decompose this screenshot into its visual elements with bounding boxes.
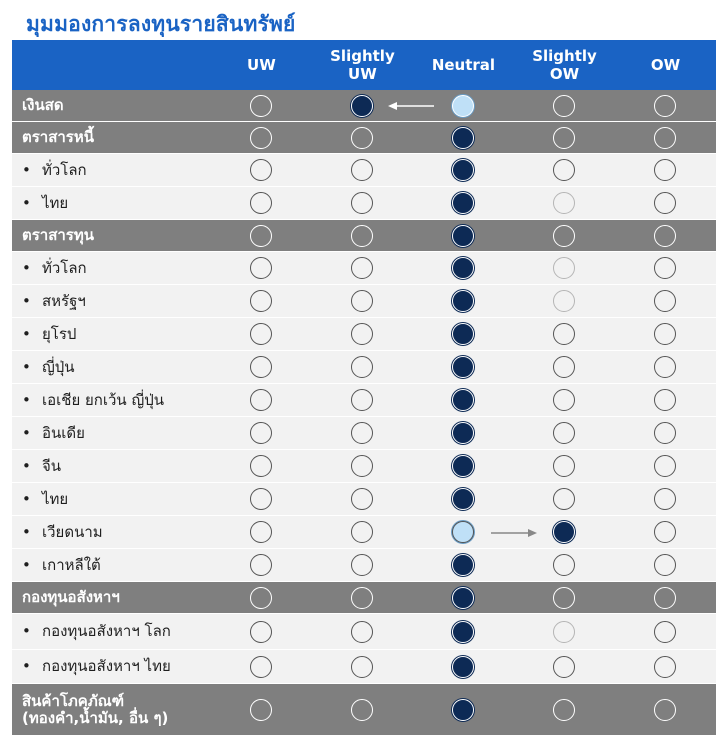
row-label: [12, 326, 211, 343]
cell-ow: [615, 417, 716, 449]
empty-circle-icon: [250, 225, 272, 247]
table-row: [12, 285, 716, 318]
cell-slightly-uw: [312, 122, 413, 153]
empty-circle-icon: [250, 389, 272, 411]
cell-uw: [211, 122, 312, 153]
empty-circle-icon: [351, 521, 373, 543]
empty-circle-icon: [654, 225, 676, 247]
row-label: [12, 491, 211, 508]
row-label: [12, 227, 211, 244]
bullet-icon: •: [22, 423, 31, 442]
cell-ow: [615, 450, 716, 482]
empty-circle-icon: [654, 488, 676, 510]
cell-ow: [615, 483, 716, 515]
current-position-dot-icon: [452, 192, 474, 214]
cell-slightly-ow: [514, 450, 615, 482]
arrow-left-icon: [388, 100, 438, 112]
row-label: [12, 524, 211, 541]
empty-circle-icon: [553, 621, 575, 643]
cell-ow: [615, 351, 716, 383]
empty-circle-icon: [351, 422, 373, 444]
cell-ow: [615, 582, 716, 613]
cell-ow: [615, 516, 716, 548]
cell-ow: [615, 252, 716, 284]
row-label-text: ญี่ปุ่น: [42, 357, 75, 376]
current-position-dot-icon: [452, 488, 474, 510]
empty-circle-icon: [250, 323, 272, 345]
cell-uw: [211, 614, 312, 649]
cell-ow: [615, 285, 716, 317]
empty-circle-icon: [351, 356, 373, 378]
cell-slightly-ow: [514, 252, 615, 284]
cell-neutral: [413, 285, 514, 317]
cell-uw: [211, 285, 312, 317]
cell-slightly-ow: [514, 187, 615, 219]
empty-circle-icon: [553, 389, 575, 411]
table-row: [12, 650, 716, 684]
row-label: [12, 623, 211, 640]
table-row: [12, 417, 716, 450]
empty-circle-icon: [553, 192, 575, 214]
row-label-text: กองทุนอสังหาฯ ไทย: [42, 657, 171, 675]
current-position-dot-icon: [452, 225, 474, 247]
empty-circle-icon: [250, 356, 272, 378]
cell-slightly-ow: [514, 483, 615, 515]
empty-circle-icon: [654, 323, 676, 345]
empty-circle-icon: [351, 389, 373, 411]
cell-ow: [615, 684, 716, 735]
empty-circle-icon: [654, 422, 676, 444]
cell-slightly-uw: [312, 285, 413, 317]
empty-circle-icon: [654, 192, 676, 214]
empty-circle-icon: [351, 455, 373, 477]
row-label: [12, 359, 211, 376]
row-label: [12, 693, 211, 727]
cell-uw: [211, 516, 312, 548]
empty-circle-icon: [553, 323, 575, 345]
bullet-icon: •: [22, 657, 31, 675]
bullet-icon: •: [22, 555, 31, 574]
cell-ow: [615, 650, 716, 683]
empty-circle-icon: [250, 95, 272, 117]
empty-circle-icon: [351, 257, 373, 279]
empty-circle-icon: [553, 127, 575, 149]
cell-neutral: [413, 187, 514, 219]
bullet-icon: •: [22, 160, 31, 179]
cell-neutral: [413, 450, 514, 482]
cell-neutral: [413, 384, 514, 416]
empty-circle-icon: [351, 699, 373, 721]
empty-circle-icon: [250, 699, 272, 721]
empty-circle-icon: [351, 127, 373, 149]
cell-neutral: [413, 220, 514, 251]
cell-uw: [211, 90, 312, 121]
cell-slightly-ow: [514, 154, 615, 186]
row-label-text: ตราสารหนี้: [22, 128, 94, 146]
current-position-dot-icon: [452, 554, 474, 576]
cell-slightly-uw: [312, 483, 413, 515]
page-title: มุมมองการลงทุนรายสินทรัพย์: [26, 12, 296, 36]
cell-ow: [615, 549, 716, 581]
cell-slightly-ow: [514, 122, 615, 153]
empty-circle-icon: [553, 225, 575, 247]
table-body: [12, 90, 716, 736]
col-head-slightly-ow: Slightly OW: [532, 47, 597, 83]
row-label-text: อินเดีย: [42, 423, 85, 442]
col-head-ow: OW: [650, 56, 681, 74]
empty-circle-icon: [654, 656, 676, 678]
category-row: [12, 582, 716, 614]
empty-circle-icon: [250, 488, 272, 510]
current-position-dot-icon: [452, 621, 474, 643]
row-label: [12, 658, 211, 675]
cell-slightly-ow: [514, 650, 615, 683]
cell-neutral: [413, 417, 514, 449]
current-position-dot-icon: [452, 159, 474, 181]
table-row: [12, 384, 716, 417]
row-label-text: ไทย: [42, 489, 69, 508]
empty-circle-icon: [654, 554, 676, 576]
row-label-text: ทั่วโลก: [42, 160, 87, 179]
empty-circle-icon: [250, 554, 272, 576]
cell-neutral: [413, 252, 514, 284]
current-position-dot-icon: [452, 356, 474, 378]
cell-neutral: [413, 154, 514, 186]
table-row: [12, 450, 716, 483]
current-position-dot-icon: [452, 422, 474, 444]
category-row: [12, 684, 716, 736]
empty-circle-icon: [250, 521, 272, 543]
current-position-dot-icon: [452, 455, 474, 477]
row-label-text: เวียดนาม: [42, 522, 103, 541]
bullet-icon: •: [22, 258, 31, 277]
cell-slightly-ow: [514, 351, 615, 383]
bullet-icon: •: [22, 193, 31, 212]
current-position-dot-icon: [452, 257, 474, 279]
empty-circle-icon: [250, 656, 272, 678]
cell-slightly-ow: [514, 318, 615, 350]
cell-ow: [615, 122, 716, 153]
empty-circle-icon: [553, 290, 575, 312]
cell-slightly-ow: [514, 417, 615, 449]
bullet-icon: •: [22, 390, 31, 409]
cell-slightly-uw: [312, 650, 413, 683]
empty-circle-icon: [250, 159, 272, 181]
cell-ow: [615, 220, 716, 251]
empty-circle-icon: [351, 290, 373, 312]
cell-neutral: [413, 483, 514, 515]
cell-ow: [615, 154, 716, 186]
cell-slightly-uw: [312, 614, 413, 649]
empty-circle-icon: [553, 356, 575, 378]
cell-slightly-ow: [514, 220, 615, 251]
empty-circle-icon: [250, 192, 272, 214]
bullet-icon: •: [22, 522, 31, 541]
cell-uw: [211, 154, 312, 186]
row-label: [12, 162, 211, 179]
previous-position-dot-icon: [452, 95, 474, 117]
cell-slightly-ow: [514, 582, 615, 613]
row-label-text: กองทุนอสังหาฯ: [22, 588, 120, 606]
cell-uw: [211, 483, 312, 515]
empty-circle-icon: [553, 257, 575, 279]
row-label: [12, 97, 211, 114]
row-label-text: จีน: [42, 456, 62, 475]
cell-neutral: [413, 122, 514, 153]
bullet-icon: •: [22, 456, 31, 475]
cell-slightly-uw: [312, 252, 413, 284]
row-label-text: เกาหลีใต้: [42, 555, 101, 574]
cell-slightly-ow: [514, 549, 615, 581]
empty-circle-icon: [654, 257, 676, 279]
row-label-text: ตราสารทุน: [22, 226, 94, 244]
empty-circle-icon: [250, 257, 272, 279]
cell-uw: [211, 252, 312, 284]
current-position-dot-icon: [452, 699, 474, 721]
empty-circle-icon: [250, 422, 272, 444]
cell-slightly-ow: [514, 684, 615, 735]
empty-circle-icon: [553, 159, 575, 181]
cell-uw: [211, 417, 312, 449]
cell-slightly-uw: [312, 154, 413, 186]
empty-circle-icon: [654, 587, 676, 609]
cell-neutral: [413, 650, 514, 683]
empty-circle-icon: [553, 656, 575, 678]
table-row: [12, 351, 716, 384]
cell-slightly-ow: [514, 90, 615, 121]
cell-uw: [211, 450, 312, 482]
empty-circle-icon: [351, 225, 373, 247]
row-label: [12, 557, 211, 574]
empty-circle-icon: [553, 699, 575, 721]
current-position-dot-icon: [553, 521, 575, 543]
arrow-right-icon: [489, 527, 539, 539]
cell-slightly-ow: [514, 614, 615, 649]
row-label-text: สินค้าโภคภัณฑ์ (ทองคำ,น้ำมัน, อื่น ๆ): [22, 691, 169, 727]
empty-circle-icon: [250, 290, 272, 312]
cell-neutral: [413, 318, 514, 350]
bullet-icon: •: [22, 489, 31, 508]
cell-slightly-uw: [312, 187, 413, 219]
empty-circle-icon: [654, 290, 676, 312]
row-label-text: เอเชีย ยกเว้น ญี่ปุ่น: [42, 390, 164, 409]
cell-slightly-uw: [312, 582, 413, 613]
cell-slightly-uw: [312, 220, 413, 251]
empty-circle-icon: [654, 95, 676, 117]
cell-uw: [211, 384, 312, 416]
cell-neutral: [413, 549, 514, 581]
cell-slightly-uw: [312, 549, 413, 581]
row-label: [12, 260, 211, 277]
empty-circle-icon: [654, 127, 676, 149]
row-label-text: ยุโรป: [42, 324, 77, 343]
empty-circle-icon: [250, 621, 272, 643]
empty-circle-icon: [553, 554, 575, 576]
cell-ow: [615, 614, 716, 649]
category-row: [12, 122, 716, 154]
empty-circle-icon: [250, 127, 272, 149]
cell-slightly-uw: [312, 684, 413, 735]
cell-neutral: [413, 614, 514, 649]
empty-circle-icon: [351, 488, 373, 510]
table-row: [12, 516, 716, 549]
row-label: [12, 425, 211, 442]
current-position-dot-icon: [452, 656, 474, 678]
col-head-slightly-uw: Slightly UW: [330, 47, 395, 83]
row-label-text: เงินสด: [22, 96, 64, 114]
category-row: [12, 90, 716, 122]
table-row: [12, 549, 716, 582]
bullet-icon: •: [22, 324, 31, 343]
empty-circle-icon: [553, 422, 575, 444]
empty-circle-icon: [351, 159, 373, 181]
empty-circle-icon: [351, 587, 373, 609]
current-position-dot-icon: [452, 323, 474, 345]
cell-neutral: [413, 582, 514, 613]
row-label-text: สหรัฐฯ: [42, 291, 86, 310]
category-row: [12, 220, 716, 252]
row-label: [12, 129, 211, 146]
empty-circle-icon: [553, 95, 575, 117]
empty-circle-icon: [351, 656, 373, 678]
previous-position-dot-icon: [452, 521, 474, 543]
row-label-text: ไทย: [42, 193, 69, 212]
cell-ow: [615, 90, 716, 121]
current-position-dot-icon: [452, 587, 474, 609]
cell-uw: [211, 220, 312, 251]
empty-circle-icon: [654, 356, 676, 378]
cell-uw: [211, 351, 312, 383]
row-label: [12, 195, 211, 212]
cell-uw: [211, 549, 312, 581]
cell-slightly-uw: [312, 450, 413, 482]
current-position-dot-icon: [452, 389, 474, 411]
cell-slightly-uw: [312, 516, 413, 548]
bullet-icon: •: [22, 291, 31, 310]
table-row: [12, 318, 716, 351]
table-row: [12, 483, 716, 516]
empty-circle-icon: [553, 587, 575, 609]
empty-circle-icon: [654, 389, 676, 411]
col-head-neutral: Neutral: [431, 56, 496, 74]
cell-ow: [615, 318, 716, 350]
cell-uw: [211, 582, 312, 613]
row-label: [12, 392, 211, 409]
cell-slightly-ow: [514, 285, 615, 317]
cell-ow: [615, 187, 716, 219]
table-header: [12, 40, 716, 90]
cell-ow: [615, 384, 716, 416]
current-position-dot-icon: [351, 95, 373, 117]
table-row: [12, 187, 716, 220]
empty-circle-icon: [654, 699, 676, 721]
empty-circle-icon: [654, 159, 676, 181]
cell-slightly-uw: [312, 417, 413, 449]
col-head-uw: UW: [247, 56, 276, 74]
cell-neutral: [413, 684, 514, 735]
empty-circle-icon: [250, 455, 272, 477]
row-label: [12, 458, 211, 475]
empty-circle-icon: [553, 488, 575, 510]
table-row: [12, 154, 716, 187]
row-label: [12, 589, 211, 606]
empty-circle-icon: [654, 455, 676, 477]
cell-neutral: [413, 351, 514, 383]
table-row: [12, 252, 716, 285]
empty-circle-icon: [553, 455, 575, 477]
cell-slightly-uw: [312, 351, 413, 383]
cell-uw: [211, 650, 312, 683]
row-label: [12, 293, 211, 310]
empty-circle-icon: [654, 621, 676, 643]
bullet-icon: •: [22, 622, 31, 640]
table-row: [12, 614, 716, 650]
cell-slightly-ow: [514, 384, 615, 416]
cell-uw: [211, 187, 312, 219]
row-label-text: ทั่วโลก: [42, 258, 87, 277]
current-position-dot-icon: [452, 290, 474, 312]
empty-circle-icon: [654, 521, 676, 543]
empty-circle-icon: [250, 587, 272, 609]
cell-uw: [211, 318, 312, 350]
allocation-table: [12, 40, 716, 736]
empty-circle-icon: [351, 192, 373, 214]
current-position-dot-icon: [452, 127, 474, 149]
empty-circle-icon: [351, 323, 373, 345]
empty-circle-icon: [351, 554, 373, 576]
cell-slightly-uw: [312, 384, 413, 416]
row-label-text: กองทุนอสังหาฯ โลก: [42, 622, 171, 640]
bullet-icon: •: [22, 357, 31, 376]
cell-slightly-uw: [312, 318, 413, 350]
empty-circle-icon: [351, 621, 373, 643]
cell-uw: [211, 684, 312, 735]
